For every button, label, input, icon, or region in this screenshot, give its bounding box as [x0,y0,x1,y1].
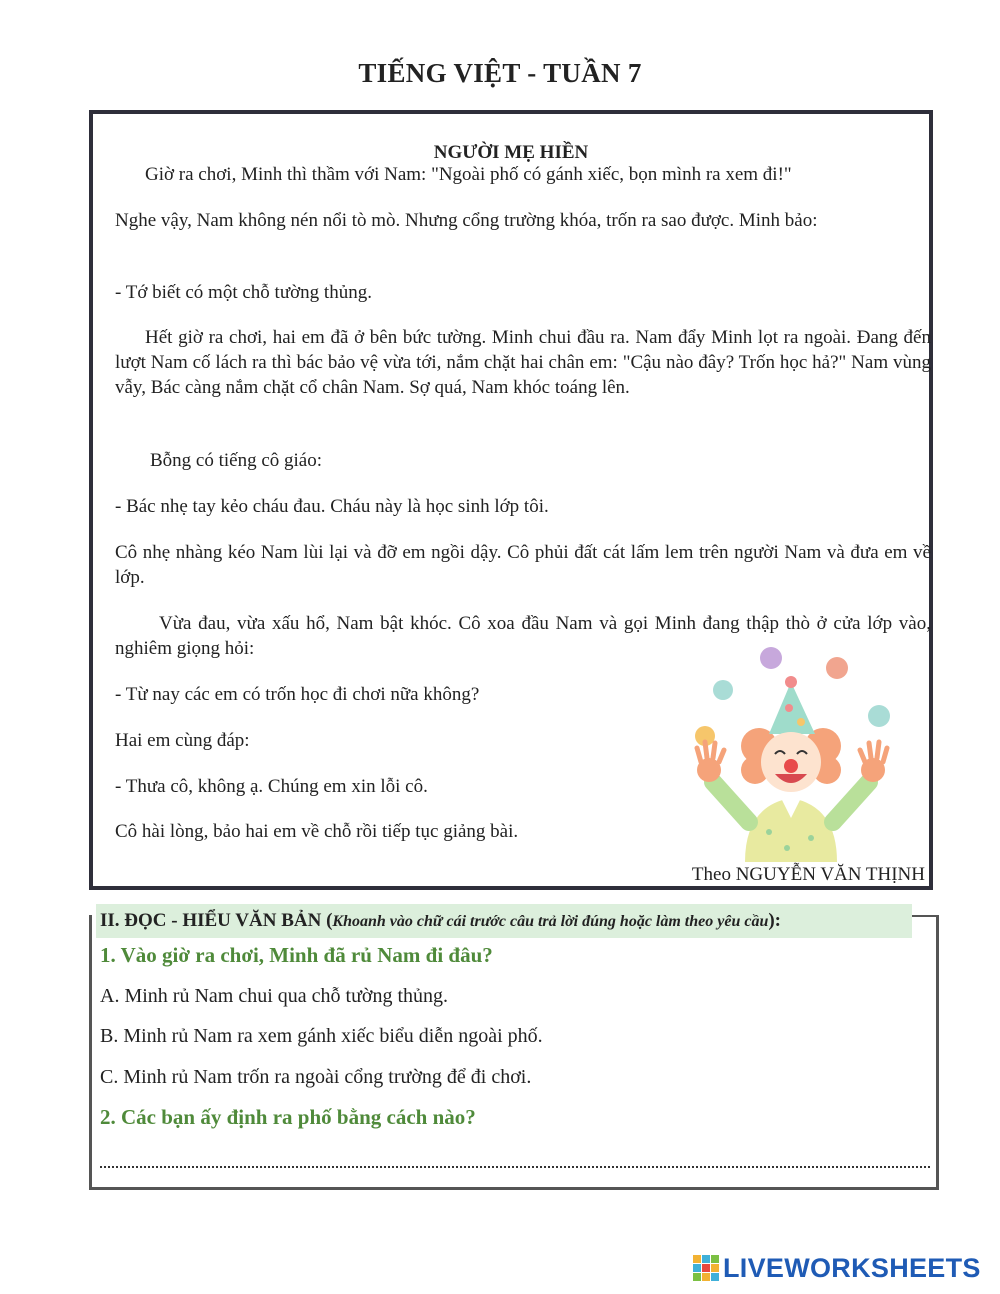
section-2-header [96,904,912,938]
story-paragraph-7: Cô nhẹ nhàng kéo Nam lùi lại và đỡ em ngồi dậy. Cô phủi đất cát lấm lem trên người Nam và đưa em về lớp. [115,542,931,588]
story-title: NGƯỜI MẸ HIỀN [433,142,589,163]
section-2-title: II. ĐỌC - HIỂU VĂN BẢN ( [100,910,333,931]
qa-box-border [912,915,939,917]
story-paragraph-9: - Từ nay các em có trốn học đi chơi nữa không? [115,684,480,705]
juggling-clown-icon [683,642,903,862]
liveworksheets-logo [693,1254,981,1282]
question-2: 2. Các bạn ấy định ra phố bằng cách nào? [100,1105,476,1129]
question-1: 1. Vào giờ ra chơi, Minh đã rủ Nam đi đâu? [100,943,493,967]
question-1-option-a[interactable]: A. Minh rủ Nam chui qua chỗ tường thủng. [100,985,449,1007]
question-2-answer-field[interactable] [100,1146,930,1168]
question-1-option-c[interactable]: C. Minh rủ Nam trốn ra ngoài cổng trường để đi chơi. [100,1066,532,1088]
story-paragraph-12: Cô hài lòng, bảo hai em về chỗ rồi tiếp tục giảng bài. [115,821,519,842]
section-2-instruction: Khoanh vào chữ cái trước câu trả lời đúng hoặc làm theo yêu cầu [332,913,769,930]
page-title: TIẾNG VIỆT - TUẦN 7 [358,58,642,88]
story-paragraph-5: Bỗng có tiếng cô giáo: [150,450,323,471]
story-paragraph-2: Nghe vậy, Nam không nén nổi tò mò. Nhưng cổng trường khóa, trốn ra sao được. Minh bảo: [115,210,818,231]
story-paragraph-1: Giờ ra chơi, Minh thì thầm với Nam: "Ngoài phố có gánh xiếc, bọn mình ra xem đi!" [145,164,792,185]
question-1-option-b[interactable]: B. Minh rủ Nam ra xem gánh xiếc biểu diễn ngoài phố. [100,1025,543,1047]
liveworksheets-logo-icon [693,1255,719,1281]
story-paragraph-4: Hết giờ ra chơi, hai em đã ở bên bức tường. Minh chui đầu ra. Nam đẩy Minh lọt ra ngoài. Đang đến lượt Nam cố lách ra thì bác bảo vệ vừa tới, nắm chặt hai chân em: "Cậu nào đây? Trốn học hả?" Nam vùng vẫy, Bác càng nắm chặt cổ chân Nam. Sợ quá, Nam khóc toáng lên. [115,327,931,398]
story-paragraph-8: Vừa đau, vừa xấu hổ, Nam bật khóc. Cô xoa đầu Nam và gọi Minh đang thập thò ở cửa lớp vào, nghiêm giọng hỏi: [115,613,931,659]
story-box [89,110,933,890]
story-paragraph-3: - Tớ biết có một chỗ tường thủng. [115,282,372,303]
section-2-title-end: ): [768,910,782,931]
story-credit: Theo NGUYỄN VĂN THỊNH [691,864,925,885]
story-paragraph-10: Hai em cùng đáp: [115,730,250,751]
brand-name: LIVEWORKSHEETS [723,1252,981,1283]
story-paragraph-11: - Thưa cô, không ạ. Chúng em xin lỗi cô. [115,776,428,797]
story-paragraph-6: - Bác nhẹ tay kẻo cháu đau. Cháu này là học sinh lớp tôi. [115,496,549,517]
